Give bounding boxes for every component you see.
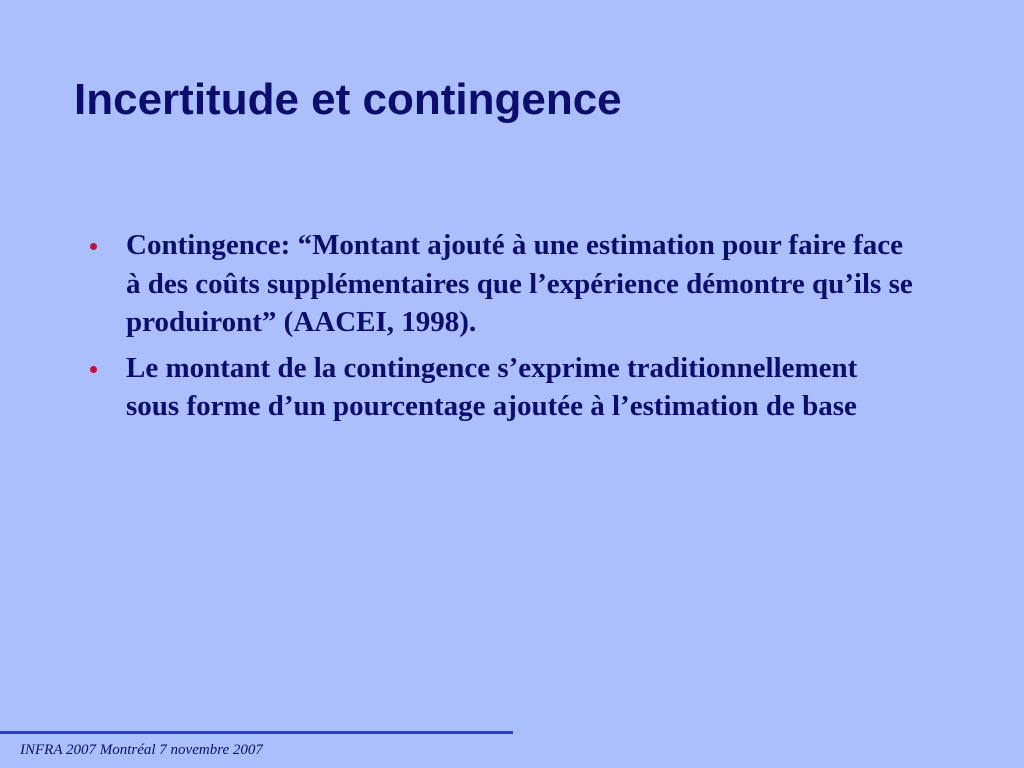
bullet-item [84,226,914,342]
bullet-list [84,226,914,433]
bullet-text: Le montant de la contingence s’exprime traditionnellement sous forme d’un pourcentage ajoutée à l’estimation de base [126,351,858,422]
footer-caption: INFRA 2007 Montréal 7 novembre 2007 [20,742,263,758]
footer-divider [0,731,513,734]
slide-title: Incertitude et contingence [74,75,622,124]
bullet-item [84,349,914,426]
bullet-text: Contingence: “Montant ajouté à une estimation pour faire face à des coûts supplémentaires que l’expérience démontre qu’ils se produiront” (AACEI, 1998). [126,229,913,338]
bullet-dot-icon [90,243,97,250]
bullet-dot-icon [90,366,97,373]
